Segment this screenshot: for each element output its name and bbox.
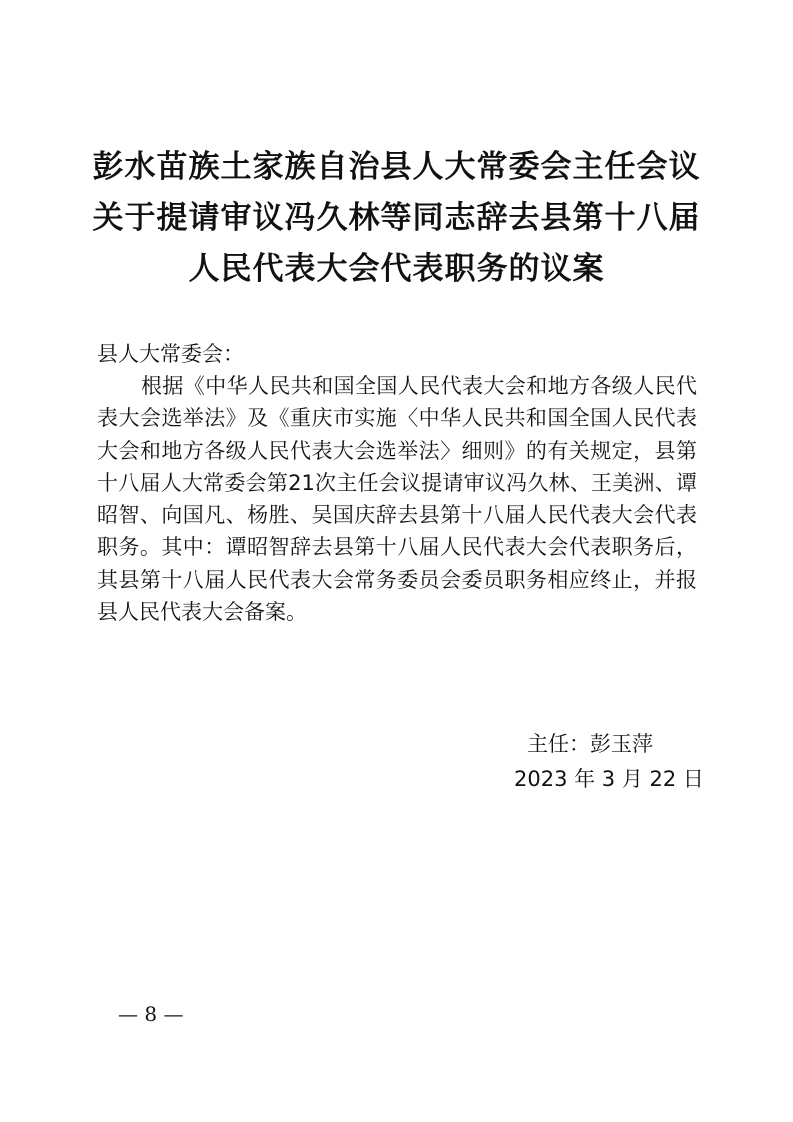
document-title <box>0 142 793 295</box>
addressee: 县人大常委会： <box>97 342 244 366</box>
body-line: 县人民代表大会备案。 <box>97 600 307 625</box>
body-paragraph <box>97 370 697 628</box>
title-line: 彭水苗族土家族自治县人大常委会主任会议 <box>92 149 701 185</box>
body-line: 根据《中华人民共和国全国人民代表大会和地方各级人民代 <box>141 374 697 398</box>
body-line: 职务。其中：谭昭智辞去县第十八届人民代表大会代表职务后， <box>97 535 697 560</box>
body-line: 大会和地方各级人民代表大会选举法〉细则》的有关规定，县第 <box>97 438 697 463</box>
signature-date: 2023 年 3 月 22 日 <box>514 767 704 791</box>
body-line: 昭智、向国凡、杨胜、吴国庆辞去县第十八届人民代表大会代表 <box>97 503 697 528</box>
body-line: 表大会选举法》及《重庆市实施〈中华人民共和国全国人民代表 <box>97 406 697 431</box>
body-line: 其县第十八届人民代表大会常务委员会委员职务相应终止，并报 <box>97 567 697 592</box>
body-line: 十八届人大常委会第21次主任会议提请审议冯久林、王美洲、谭 <box>97 470 697 495</box>
page-number: — 8 — <box>118 1002 184 1026</box>
title-line: 人民代表大会代表职务的议案 <box>188 251 605 287</box>
signer: 主任：彭玉萍 <box>527 732 653 756</box>
title-line: 关于提请审议冯久林等同志辞去县第十八届 <box>92 200 701 236</box>
